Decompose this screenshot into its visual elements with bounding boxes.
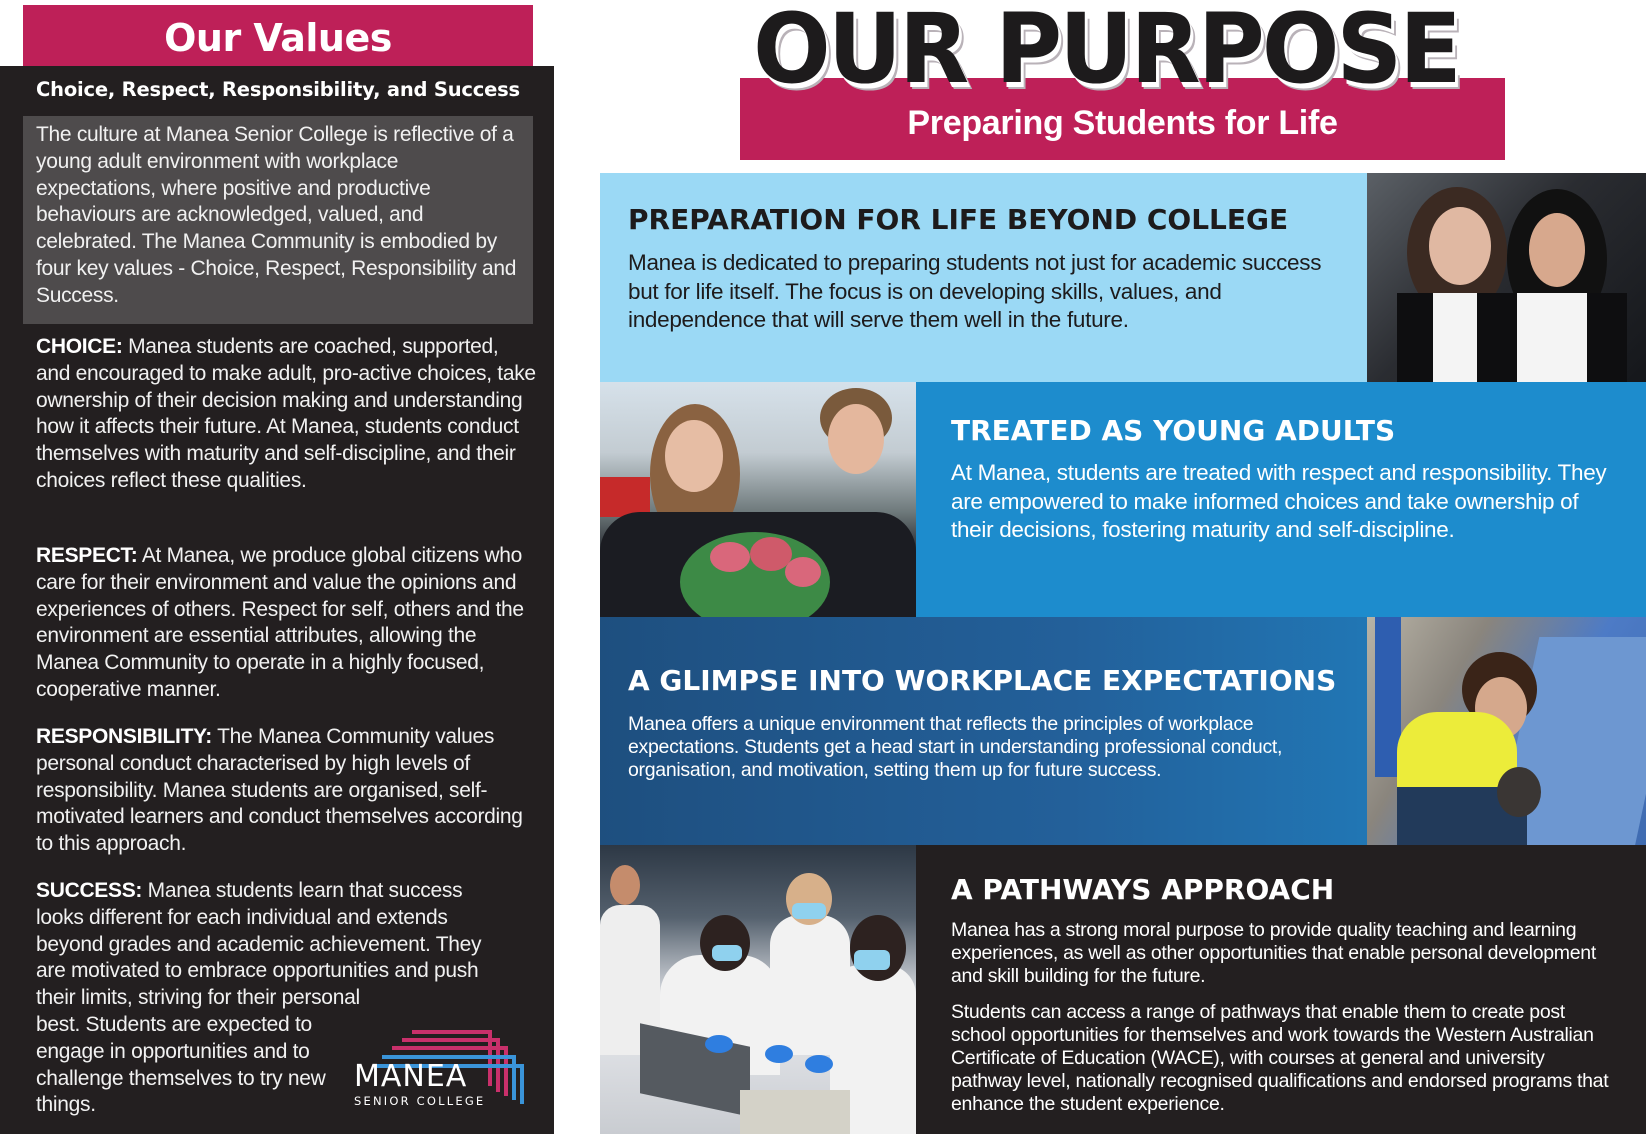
value-text: Manea students learn that success looks different for each individual and extends beyond grades and academic achievement. They are motivated to embrace opportunities and push their limits, striving for their personal <box>36 879 482 1010</box>
section-workplace <box>600 617 1646 845</box>
photo-science-lab <box>600 845 916 1134</box>
values-panel <box>0 66 554 1134</box>
section-body-2: Students can access a range of pathways that enable them to create post school opportunities for themselves and work towards the Western Australian Certificate of Education (WACE), with courses at general and university pathway level, nationally recognised qualifications and endorsed programs that enhance the student experience. <box>951 1001 1609 1115</box>
value-respect <box>36 543 536 704</box>
values-header: Our Values <box>23 5 533 67</box>
photo-students-flowers <box>600 382 916 617</box>
section-title: TREATED AS YOUNG ADULTS <box>951 414 1396 447</box>
value-label: CHOICE: <box>36 335 123 358</box>
section-title: A PATHWAYS APPROACH <box>951 873 1335 906</box>
value-label: SUCCESS: <box>36 879 143 902</box>
value-text-tail: best. Students are expected to engage in opportunities and to challenge themselves to try new things. <box>36 1012 326 1117</box>
section-body: Manea has a strong moral purpose to provide quality teaching and learning experiences, as well as other opportunities that enable personal development and skill building for the future. <box>951 919 1596 987</box>
section-title: A GLIMPSE INTO WORKPLACE EXPECTATIONS <box>628 664 1337 697</box>
value-label: RESPECT: <box>36 544 138 567</box>
section-body: Manea offers a unique environment that reflects the principles of workplace expectations. Students get a head start in understanding professional conduct, organisation, and motivation, setting them up for future success. <box>628 713 1283 781</box>
section-body: At Manea, students are treated with respect and responsibility. They are empowered to make informed choices and take ownership of their decisions, fostering maturity and self-discipline. <box>951 460 1607 542</box>
purpose-subtitle: Preparing Students for Life <box>907 104 1338 142</box>
section-title: PREPARATION FOR LIFE BEYOND COLLEGE <box>628 203 1289 236</box>
values-intro-text: The culture at Manea Senior College is reflective of a young adult environment with workplace expectations, where positive and productive behaviours are acknowledged, valued, and celebrated. The Manea Community is embodied by four key values - Choice, Respect, Responsibility and Success. <box>36 123 517 307</box>
logo-name: MANEA <box>354 1059 468 1094</box>
value-text: The Manea Community values personal conduct characterised by high levels of responsibility. Manea students are organised, self-motivated learners and conduct themselves according to this approach. <box>36 725 523 856</box>
value-text: At Manea, we produce global citizens who care for their environment and value the opinions and experiences of others. Respect for self, others and the environment are essential attributes, allowing the Manea Community to operate in a highly focused, cooperative manner. <box>36 544 524 701</box>
section-pathways <box>600 845 1646 1134</box>
photo-workshop-student <box>1367 617 1646 845</box>
logo-subtitle: SENIOR COLLEGE <box>354 1094 486 1108</box>
values-subtitle: Choice, Respect, Responsibility, and Success <box>36 78 520 101</box>
section-young-adults <box>600 382 1646 617</box>
section-body: Manea is dedicated to preparing students not just for academic success but for life itself. The focus is on developing skills, values, and independence that will serve them well in the future. <box>628 250 1322 332</box>
section-preparation <box>600 173 1646 382</box>
photo-graduates <box>1367 173 1646 382</box>
values-intro <box>23 116 533 324</box>
value-text: Manea students are coached, supported, and encouraged to make adult, pro-active choices, take ownership of their decision making and understanding how it affects their future. At Manea, students conduct themselves with maturity and self-discipline, and their choices reflect these qualities. <box>36 335 536 492</box>
value-responsibility <box>36 724 536 858</box>
purpose-title: OUR PURPOSE <box>753 0 1459 105</box>
value-label: RESPONSIBILITY: <box>36 725 212 748</box>
manea-logo <box>352 1026 527 1116</box>
value-choice <box>36 334 536 495</box>
